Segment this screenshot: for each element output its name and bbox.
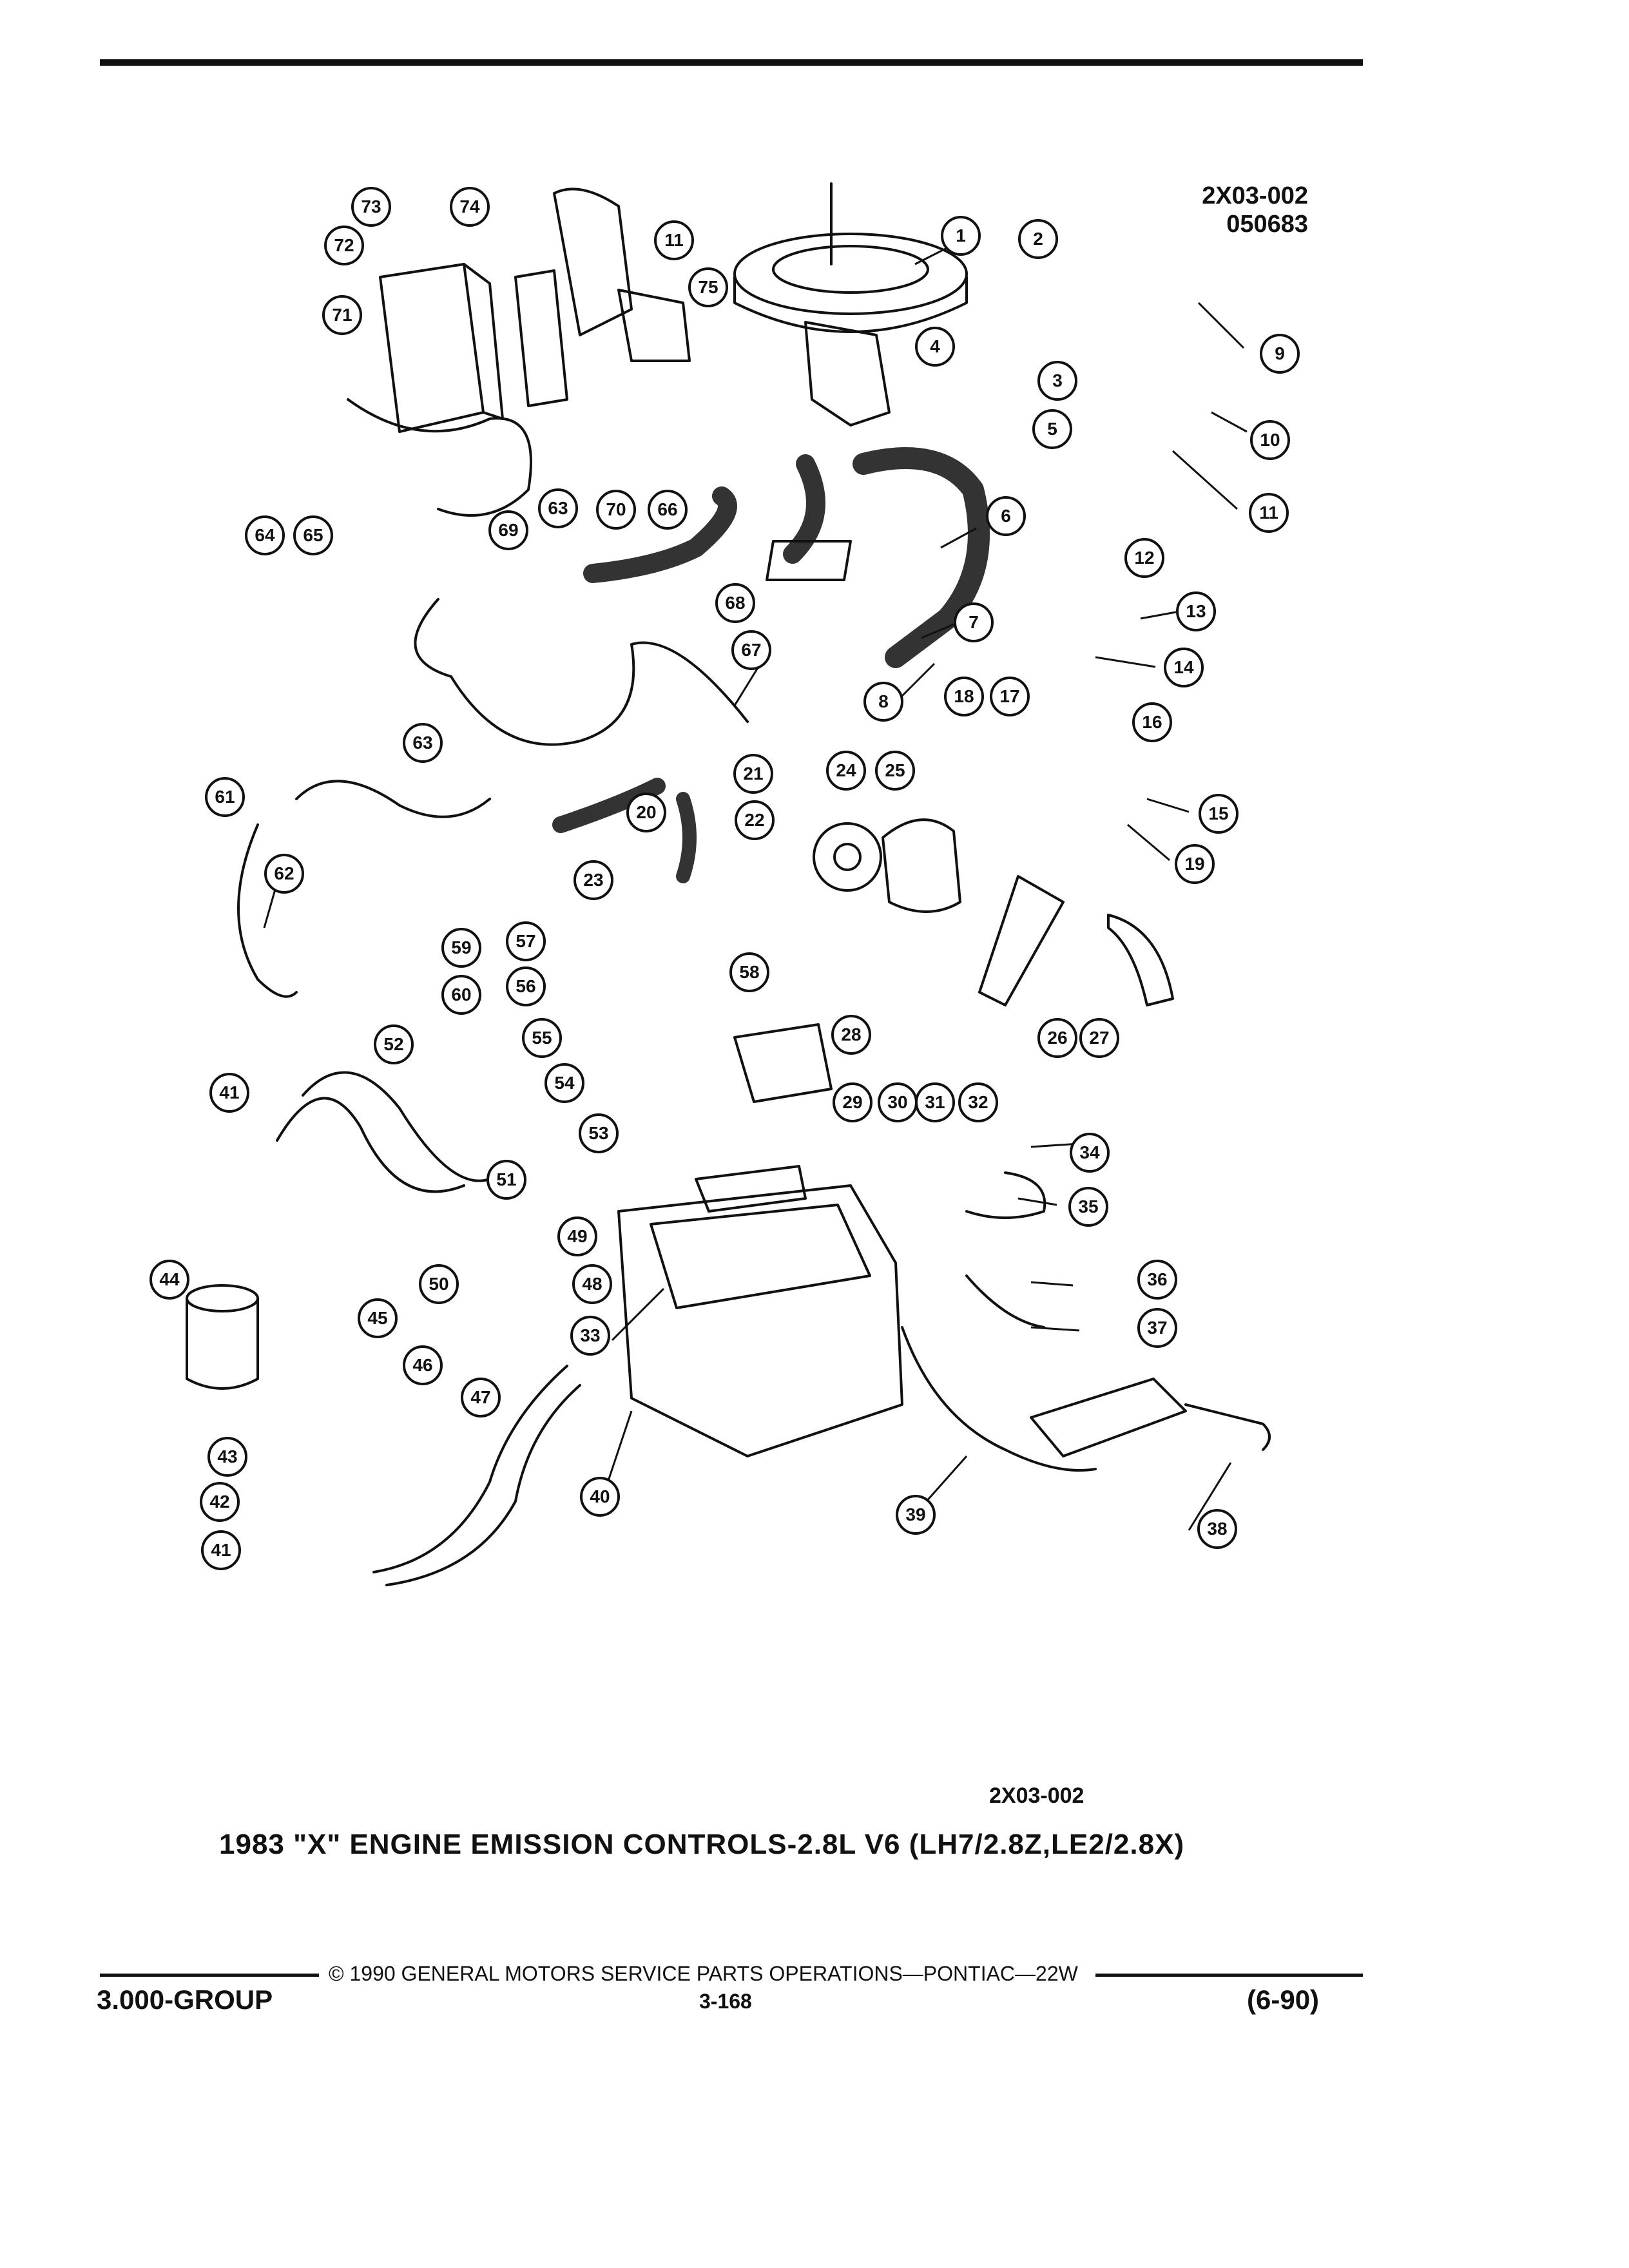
exhaust-pipe-39: [902, 1327, 1095, 1470]
callout-c72: [324, 226, 364, 265]
callout-label: 43: [217, 1446, 238, 1466]
callout-label: 26: [1047, 1028, 1068, 1048]
harness-lower: [415, 599, 747, 745]
callout-label: 16: [1142, 712, 1162, 732]
callout-c65: [293, 515, 333, 555]
callout-label: 39: [905, 1504, 926, 1524]
carburetor-28: [735, 1024, 831, 1102]
callout-c61: [205, 777, 245, 817]
callout-c29: [833, 1082, 872, 1122]
callout-label: 15: [1208, 803, 1229, 823]
callout-c33: [570, 1316, 610, 1356]
leader-lines: [264, 240, 1247, 1530]
callout-c41a: [209, 1073, 249, 1113]
callout-label: 51: [496, 1169, 517, 1189]
callout-label: 3: [1052, 370, 1063, 390]
callout-c54: [545, 1063, 584, 1103]
callout-label: 68: [725, 593, 746, 613]
callout-label: 45: [367, 1308, 388, 1328]
pipe-35: [967, 1173, 1045, 1218]
callout-c46: [403, 1345, 443, 1385]
callout-c71: [322, 295, 362, 335]
callout-label: 21: [743, 764, 764, 783]
callout-label: 4: [930, 336, 940, 356]
callout-label: 69: [498, 520, 519, 540]
callout-label: 67: [741, 640, 762, 660]
callout-label: 71: [332, 305, 352, 325]
callout-label: 42: [209, 1492, 230, 1512]
callout-label: 48: [582, 1274, 602, 1294]
callout-label: 2: [1033, 229, 1043, 249]
callout-label: 54: [554, 1073, 575, 1093]
callout-c44: [149, 1260, 189, 1300]
callout-c4: [915, 327, 955, 367]
callout-c67: [731, 630, 771, 670]
callout-c69: [488, 510, 528, 550]
callout-label: 64: [255, 525, 275, 545]
callout-label: 28: [841, 1024, 862, 1044]
callout-c13: [1176, 591, 1216, 631]
callout-label: 14: [1173, 657, 1194, 677]
callout-c12: [1124, 538, 1164, 578]
callout-c5: [1032, 409, 1072, 449]
callout-label: 27: [1089, 1028, 1110, 1048]
callout-label: 59: [451, 937, 472, 957]
callout-c51: [487, 1160, 526, 1200]
callout-label: 30: [887, 1092, 908, 1112]
callout-label: 11: [664, 230, 684, 250]
distributor-cap: [554, 189, 631, 335]
callout-c28: [831, 1015, 871, 1055]
callout-label: 41: [211, 1540, 231, 1560]
callout-c55: [522, 1018, 562, 1058]
callout-c66: [648, 490, 688, 530]
callout-label: 1: [956, 226, 966, 245]
hose-21: [683, 799, 689, 876]
callout-label: 75: [698, 277, 718, 297]
callout-c68: [715, 583, 755, 623]
callout-c26: [1037, 1018, 1077, 1058]
pulley-hub: [834, 844, 860, 870]
callout-label: 47: [470, 1387, 491, 1407]
callout-label: 46: [412, 1355, 433, 1375]
callout-c20: [626, 793, 666, 832]
callout-c38: [1197, 1509, 1237, 1549]
callout-c6: [986, 496, 1026, 536]
bracket-upper: [516, 271, 567, 406]
callout-label: 72: [334, 235, 354, 255]
callout-c18: [944, 677, 984, 716]
callout-c74: [450, 187, 490, 227]
converter: [1031, 1379, 1186, 1456]
callout-label: 8: [878, 691, 889, 711]
callout-label: 23: [583, 870, 604, 890]
callout-label: 29: [842, 1092, 863, 1112]
air-cleaner-top: [773, 246, 928, 293]
footer-group: 3.000-GROUP: [97, 1984, 273, 2015]
callout-label: 52: [383, 1034, 404, 1054]
ecm-module: [380, 264, 483, 432]
callout-c9: [1260, 334, 1300, 374]
callout-c25: [875, 751, 915, 791]
harness-61: [238, 825, 296, 997]
callout-label: 20: [636, 802, 657, 822]
figure-code-line2: 050683: [1226, 211, 1308, 238]
callout-label: 58: [739, 962, 760, 982]
callout-c16: [1132, 702, 1172, 742]
callout-c63a: [538, 488, 578, 528]
callout-label: 32: [968, 1092, 988, 1112]
callout-c21: [733, 754, 773, 794]
callout-c1: [941, 216, 981, 256]
snorkel: [805, 322, 889, 425]
callout-c57: [506, 921, 546, 961]
callout-c42: [200, 1482, 240, 1522]
intake-manifold: [651, 1205, 870, 1308]
callout-c19: [1175, 844, 1215, 884]
callout-c45: [358, 1298, 398, 1338]
figure-title: 1983 "X" ENGINE EMISSION CONTROLS-2.8L V6 (LH7/2.8Z,LE2/2.8X): [219, 1829, 1185, 1860]
air-pump-25: [883, 820, 960, 912]
callout-c47: [461, 1378, 501, 1418]
engine-block: [619, 1186, 902, 1456]
callout-c50: [419, 1264, 459, 1304]
callout-label: 19: [1184, 854, 1205, 874]
callout-label: 74: [459, 197, 480, 216]
harness-mid: [296, 781, 490, 816]
callout-c35: [1068, 1187, 1108, 1227]
callout-label: 38: [1207, 1519, 1228, 1539]
callout-label: 10: [1260, 430, 1280, 450]
callout-label: 50: [429, 1274, 449, 1294]
callout-c59: [441, 928, 481, 968]
callout-label: 66: [657, 499, 678, 519]
callout-c30: [878, 1082, 918, 1122]
callout-label: 55: [532, 1028, 552, 1048]
callout-label: 63: [412, 733, 433, 753]
bracket-27: [1108, 915, 1173, 1005]
footer-copyright: © 1990 GENERAL MOTORS SERVICE PARTS OPERATIONS—PONTIAC—22W: [329, 1962, 1078, 1985]
callout-label: 62: [274, 863, 294, 883]
callout-c49: [557, 1216, 597, 1256]
callout-c62: [264, 854, 304, 894]
footer-rule-right: [1095, 1974, 1363, 1977]
callout-c58: [729, 952, 769, 992]
callout-c32: [958, 1082, 998, 1122]
callout-c39: [896, 1495, 936, 1535]
callout-label: 33: [580, 1325, 601, 1345]
callout-c34: [1070, 1133, 1110, 1173]
callout-c8: [863, 682, 903, 722]
pulley-24: [814, 823, 881, 890]
callout-c31: [915, 1082, 955, 1122]
callout-label: 56: [516, 976, 536, 996]
callout-c15: [1199, 794, 1239, 834]
callout-label: 65: [303, 525, 323, 545]
callout-c11a: [654, 220, 694, 260]
callout-c48: [572, 1264, 612, 1304]
callout-c52: [374, 1024, 414, 1064]
callout-label: 35: [1078, 1196, 1099, 1216]
callout-label: 25: [885, 760, 905, 780]
callout-c2: [1018, 219, 1058, 259]
callout-c27: [1079, 1018, 1119, 1058]
callout-c7: [954, 602, 994, 642]
canister-top: [187, 1285, 258, 1311]
callout-label: 31: [925, 1092, 945, 1112]
callout-c10: [1250, 420, 1290, 460]
callout-label: 41: [219, 1082, 240, 1102]
callout-label: 40: [590, 1486, 610, 1506]
callout-c23: [574, 860, 613, 900]
callout-c3: [1037, 361, 1077, 401]
callout-c24: [826, 751, 866, 791]
callout-label: 37: [1147, 1318, 1168, 1338]
callout-c22: [735, 800, 775, 840]
plug-wires-52: [277, 1099, 464, 1192]
callout-label: 13: [1186, 601, 1206, 621]
callout-c53: [579, 1113, 619, 1153]
callout-label: 24: [836, 760, 856, 780]
callout-c63b: [403, 723, 443, 763]
callout-label: 34: [1079, 1142, 1100, 1162]
figure-code-line1: 2X03-002: [1202, 182, 1308, 209]
callout-label: 60: [451, 985, 472, 1004]
bracket-37: [967, 1276, 1044, 1327]
callout-label: 22: [744, 810, 765, 830]
callout-label: 5: [1047, 419, 1057, 439]
callout-label: 7: [969, 612, 979, 632]
footer-page: 3-168: [699, 1990, 752, 2013]
footer-date: (6-90): [1247, 1984, 1320, 2015]
pipe-38: [1186, 1405, 1269, 1450]
callout-c14: [1164, 648, 1204, 687]
callout-label: 12: [1134, 548, 1155, 568]
callout-label: 6: [1001, 506, 1011, 526]
callout-label: 17: [999, 686, 1020, 706]
callout-c43: [207, 1437, 247, 1477]
callout-label: 73: [361, 197, 381, 216]
callout-c75: [688, 267, 728, 307]
callout-c40: [580, 1477, 620, 1517]
callout-c60: [441, 975, 481, 1015]
callout-label: 49: [567, 1226, 588, 1246]
callout-c17: [990, 677, 1030, 716]
figure-code-bottom: 2X03-002: [989, 1783, 1084, 1808]
callout-label: 63: [548, 498, 568, 518]
air-cleaner-body: [735, 277, 967, 332]
callout-c64: [245, 515, 285, 555]
callout-c73: [351, 187, 391, 227]
callout-c36: [1137, 1260, 1177, 1300]
callout-label: 44: [159, 1269, 180, 1289]
callout-c56: [506, 966, 546, 1006]
callout-c70: [596, 490, 636, 530]
plug-wires-52b: [303, 1072, 490, 1180]
callout-label: 57: [516, 931, 536, 951]
callout-c11b: [1249, 493, 1289, 533]
ecm-module-side: [464, 264, 503, 419]
gasket-29: [696, 1166, 805, 1211]
callout-label: 18: [954, 686, 974, 706]
callout-label: 9: [1275, 343, 1285, 363]
callout-c41b: [201, 1530, 241, 1570]
callout-label: 61: [215, 787, 235, 807]
callout-label: 53: [588, 1123, 609, 1143]
callout-label: 36: [1147, 1269, 1168, 1289]
bracket-26: [979, 876, 1063, 1005]
callout-label: 11: [1259, 503, 1278, 523]
footer-rule-left: [100, 1974, 319, 1977]
callout-label: 70: [606, 499, 626, 519]
callout-c37: [1137, 1308, 1177, 1348]
